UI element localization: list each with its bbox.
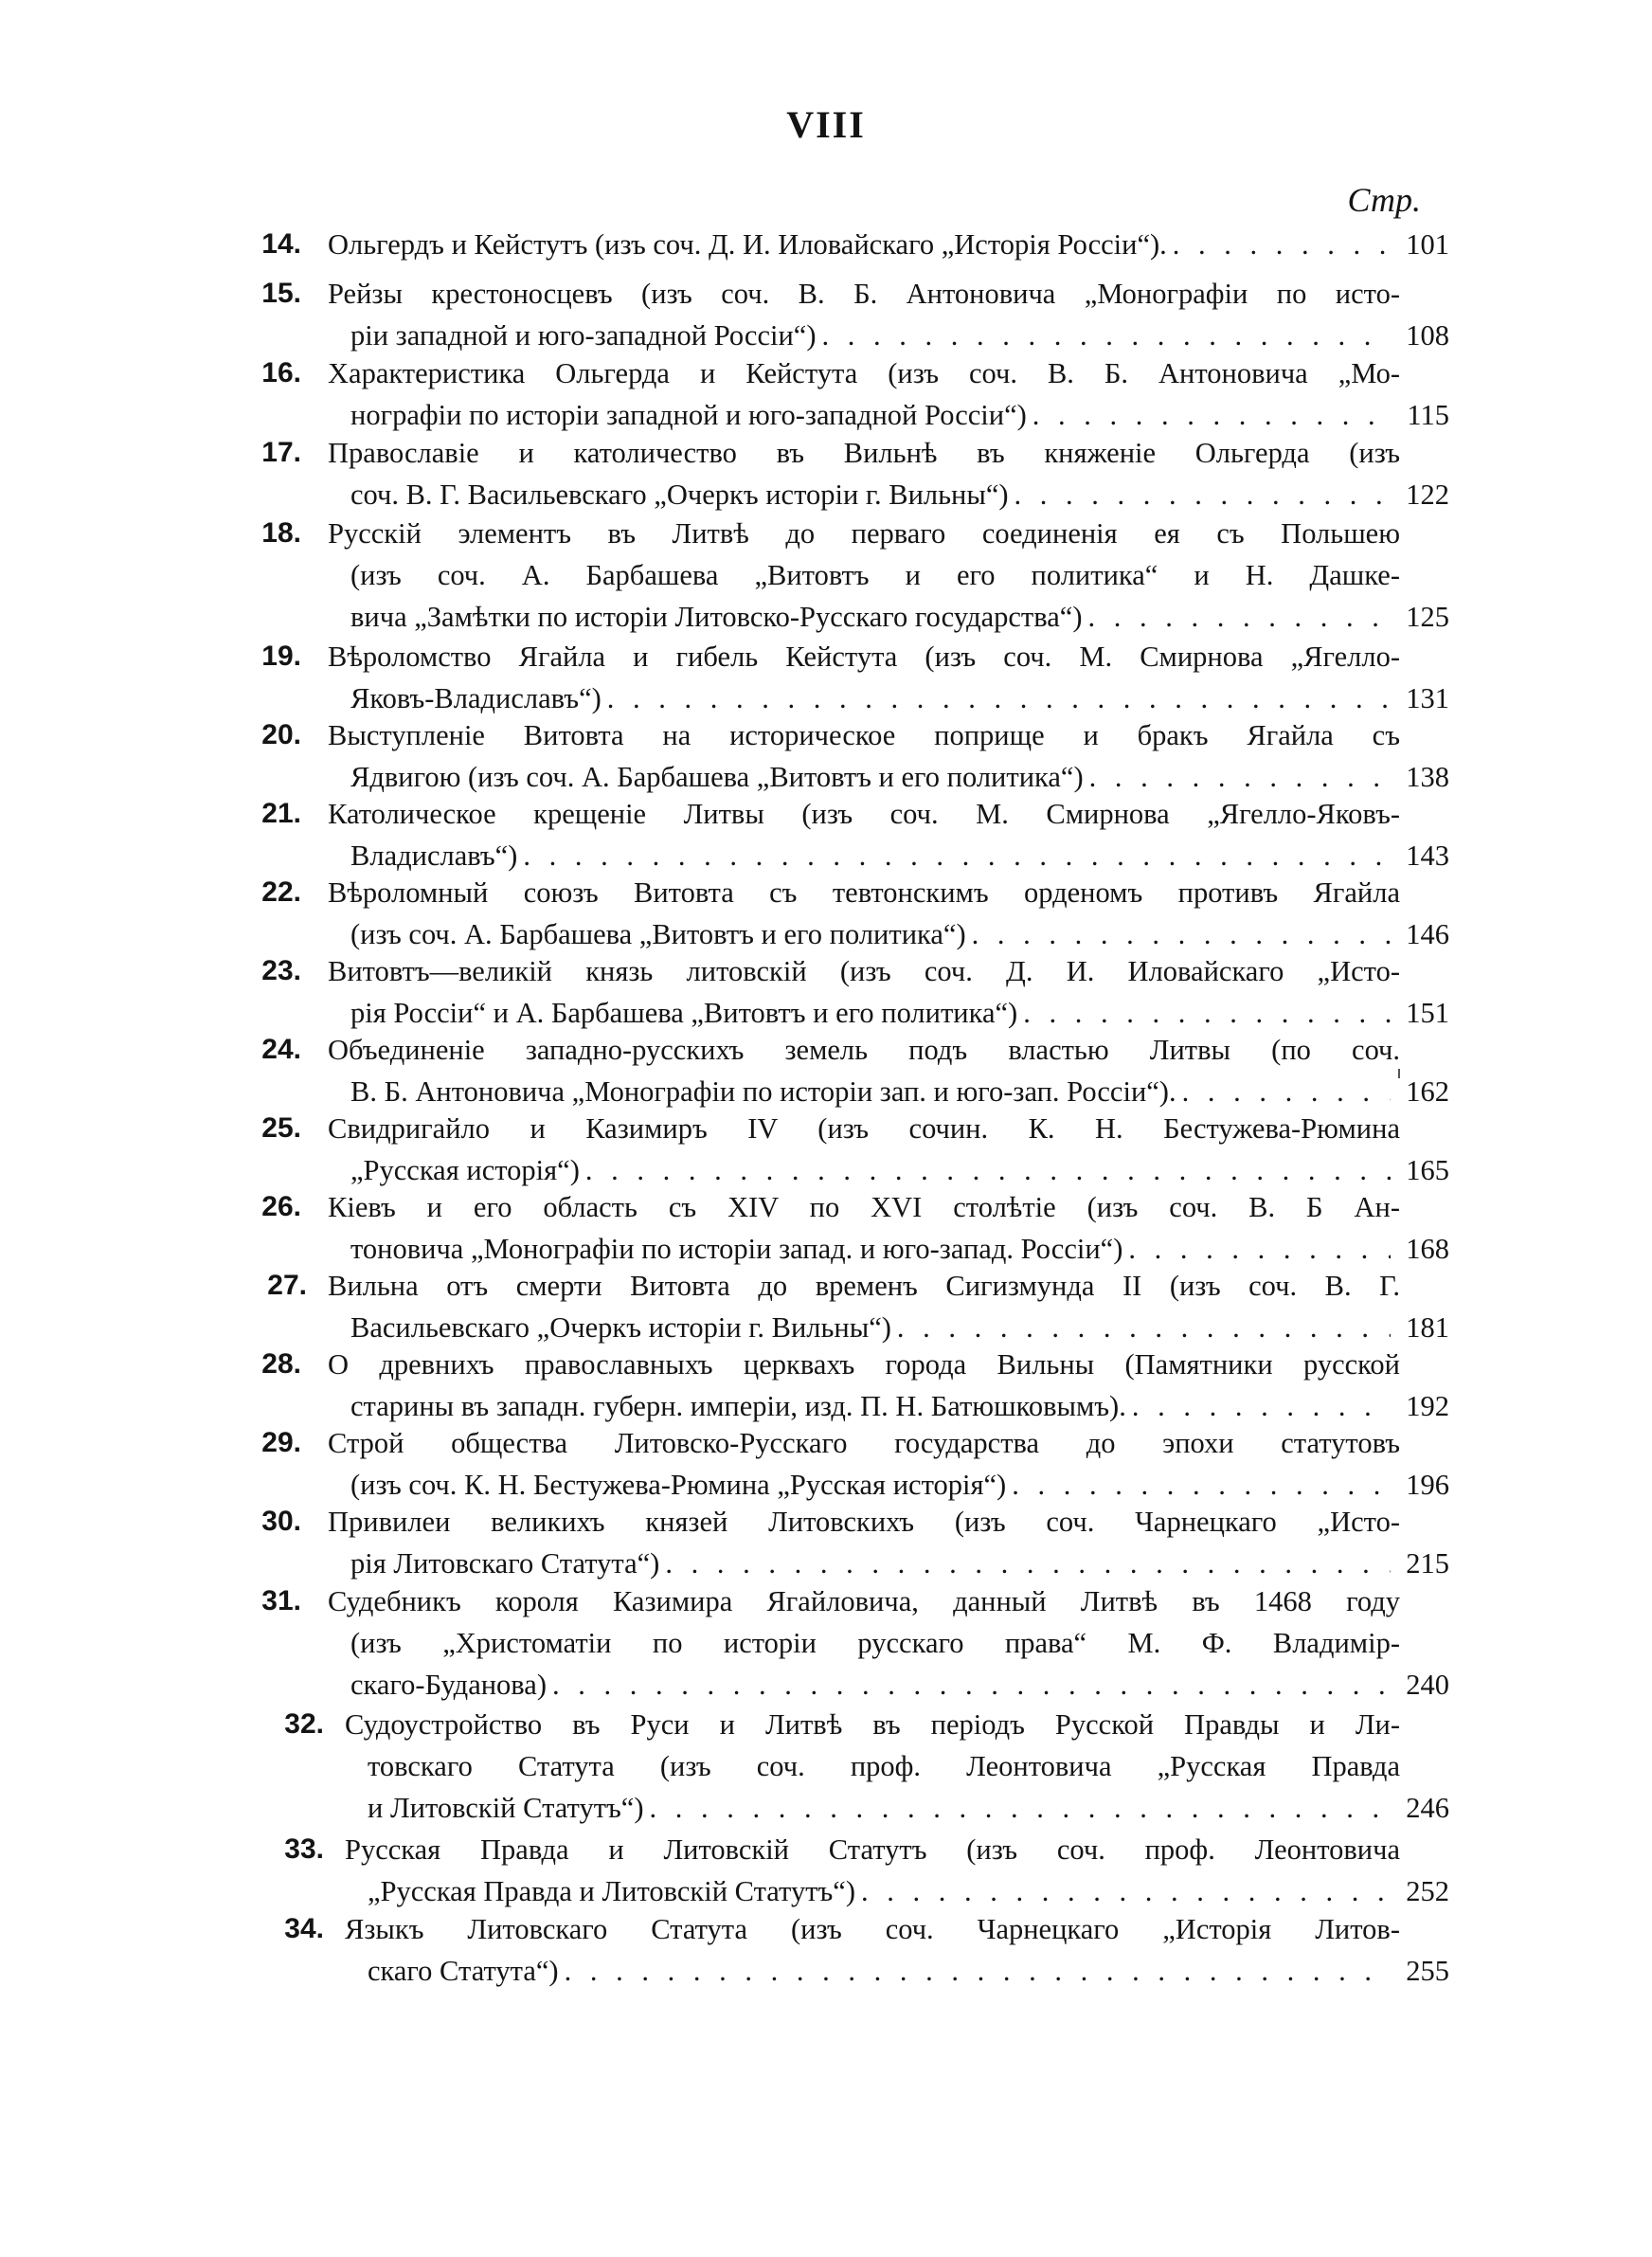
toc-entry-page-number: 252 [1406,1875,1449,1907]
toc-entry-last-line [350,1307,1449,1348]
dot-leader [1083,596,1392,638]
toc-entry-number: 20. [261,719,301,750]
toc-entry-title-end: вича „Замѣтки по исторіи Литовско-Русскаго государства“) [350,601,1083,633]
toc-entry-title-end: Яковъ-Владиславъ“) [350,682,602,714]
toc-entry-text-line: Русская Правда и Литовскій Статутъ (изъ соч. проф. Леонтовича [345,1833,1400,1866]
toc-entry-title-end: старины въ западн. губерн. имперіи, изд. П. Н. Батюшковымъ). [350,1390,1126,1422]
toc-entry-page-number: 196 [1406,1469,1449,1501]
toc-entry-last-line [350,677,1449,719]
toc-entry-text-line: Судоустройство въ Руси и Литвѣ въ періодъ Русской Правды и Ли- [345,1708,1400,1741]
dot-leader [547,1664,1391,1706]
toc-entry-number: 21. [261,798,301,829]
dot-leader [1009,474,1391,515]
toc-entry-title-end: скаго Статута“) [368,1955,559,1987]
toc-entry-page-number: 255 [1406,1955,1449,1987]
toc-entry-title-end: (изъ соч. К. Н. Бестужева-Рюмина „Русская исторія“) [350,1469,1007,1501]
toc-entry-number: 29. [261,1427,301,1458]
toc-entry-page-number: 143 [1406,840,1449,872]
toc-entry-last-line [350,1664,1449,1706]
toc-entry-last-line [350,474,1449,515]
toc-entry-text-line: Объединеніе западно-русскихъ земель подъ властью Литвы (по соч. [328,1034,1400,1066]
toc-entry-title-end: Васильевскаго „Очеркъ исторіи г. Вильны“) [350,1311,891,1344]
toc-entry-page-number: 168 [1406,1233,1449,1265]
toc-entry-last-line [350,315,1449,356]
toc-entry-text-line: Привилеи великихъ князей Литовскихъ (изъ соч. Чарнецкаго „Исто- [328,1506,1400,1538]
toc-entry-last-line [350,835,1449,876]
toc-entry-number: 28. [261,1348,301,1380]
toc-entry-title-end: скаго-Буданова) [350,1669,547,1701]
toc-entry-number: 27. [267,1270,307,1301]
toc-entry-page-number: 122 [1406,478,1449,511]
toc-entry-last-line [350,756,1449,798]
dot-leader [1006,1464,1391,1506]
toc-entry-text-line: Свидригайло и Казимиръ IV (изъ сочин. К. Н. Бестужева-Рюмина [328,1112,1400,1145]
toc-entry-last-line [350,1464,1449,1506]
dot-leader [602,677,1391,719]
toc-entry-page-number: 146 [1406,918,1449,950]
dot-leader [559,1950,1391,1992]
dot-leader [817,315,1392,356]
toc-entry-page-number: 131 [1406,682,1449,714]
toc-entry-text-line: Вѣроломство Ягайла и гибель Кейстута (изъ соч. М. Смирнова „Ягелло- [328,641,1400,673]
toc-entry-text-line: Судебникъ короля Казимира Ягайловича, данный Литвѣ въ 1468 году [328,1585,1400,1617]
toc-entry-last-line [350,394,1449,436]
dot-leader [1084,756,1391,798]
toc-entry-text-line: Вѣроломный союзъ Витовта съ тевтонскимъ орденомъ противъ Ягайла [328,876,1400,909]
toc-entry-text-line: Католическое крещеніе Литвы (изъ соч. М. Смирнова „Ягелло-Яковъ- [328,798,1400,830]
toc-entry-text-line: Строй общества Литовско-Русскаго государства до эпохи статутовъ [328,1427,1400,1459]
toc-entry-number: 19. [261,641,301,672]
margin-mark [1398,1069,1400,1078]
dot-leader [1017,992,1391,1034]
toc-entry-title-end: рія Россіи“ и А. Барбашева „Витовтъ и его политика“) [350,997,1018,1029]
toc-entry-page-number: 162 [1406,1075,1449,1108]
dot-leader [966,913,1391,955]
toc-entry-page-number: 215 [1406,1547,1449,1580]
toc-entry-page-number: 240 [1406,1669,1449,1701]
toc-entry-last-line [350,1149,1449,1191]
toc-entry-page-number: 138 [1406,761,1449,793]
toc-entry-title-end: „Русская Правда и Литовскій Статутъ“) [368,1875,856,1907]
dot-leader [517,835,1391,876]
dot-leader [1176,1071,1391,1112]
toc-entry-text-line: Характеристика Ольгерда и Кейстута (изъ соч. В. Б. Антоновича „Мо- [328,357,1400,389]
toc-entry-text-line: Вильна отъ смерти Витовта до временъ Сигизмунда II (изъ соч. В. Г. [328,1270,1400,1302]
toc-entry-title-end: (изъ соч. А. Барбашева „Витовтъ и его политика“) [350,918,966,950]
dot-leader [1027,394,1391,436]
toc-entry-title-end: В. Б. Антоновича „Монографіи по исторіи зап. и юго-зап. Россіи“). [350,1075,1176,1108]
toc-entry-page-number: 246 [1406,1792,1449,1824]
toc-entry-number: 16. [261,357,301,388]
toc-entry-number: 25. [261,1112,301,1144]
toc-entry-page-number: 108 [1406,319,1449,352]
dot-leader [855,1870,1391,1912]
toc-entry-page-number: 101 [1406,228,1449,261]
dot-leader [1167,224,1391,265]
toc-entry-text-line: Выступленіе Витовта на историческое поприще и бракъ Ягайла съ [328,719,1400,751]
toc-entry-page-number: 165 [1406,1154,1449,1186]
toc-entry-last-line [350,913,1449,955]
toc-entry-title-end: Ольгердъ и Кейстутъ (изъ соч. Д. И. Иловайскаго „Исторія Россіи“). [328,228,1167,261]
toc-entry-text-line: Языкъ Литовскаго Статута (изъ соч. Чарнецкаго „Исторія Литов- [345,1913,1400,1945]
toc-entry-number: 15. [261,278,301,309]
toc-entry-number: 23. [261,955,301,986]
toc-entry-last-line [328,224,1449,265]
toc-entry-number: 26. [261,1191,301,1222]
toc-entry-text-line: Православіе и католичество въ Вильнѣ въ княженіе Ольгерда (изъ [328,437,1400,469]
toc-entry-text-line: Рейзы крестоносцевъ (изъ соч. В. Б. Антоновича „Монографіи по исто- [328,278,1400,310]
toc-entry-number: 34. [284,1913,324,1944]
toc-entry-page-number: 125 [1406,601,1449,633]
dot-leader [1122,1228,1391,1270]
toc-entry-number: 24. [261,1034,301,1065]
toc-entry-number: 33. [284,1833,324,1865]
dot-leader [891,1307,1391,1348]
dot-leader [1126,1385,1391,1427]
toc-entry-number: 31. [261,1585,301,1616]
toc-entry-title-end: ріи западной и юго-западной Россіи“) [350,319,817,352]
toc-entry-text-line: товскаго Статута (изъ соч. проф. Леонтовича „Русская Правда [368,1750,1400,1782]
toc-entry-number: 30. [261,1506,301,1537]
toc-entry-last-line [350,992,1449,1034]
toc-entry-title-end: „Русская исторія“) [350,1154,580,1186]
toc-entry-text-line: (изъ „Христоматіи по исторіи русскаго права“ М. Ф. Владимір- [350,1627,1400,1659]
toc-entry-page-number: 192 [1406,1390,1449,1422]
toc-entry-number: 32. [284,1708,324,1740]
toc-entry-number: 18. [261,517,301,549]
toc-entry-text-line: (изъ соч. А. Барбашева „Витовтъ и его политика“ и Н. Дашке- [350,559,1400,591]
toc-entry-title-end: нографіи по исторіи западной и юго-западной Россіи“) [350,399,1027,431]
toc-entry-text-line: Витовтъ—великій князь литовскій (изъ соч. Д. И. Иловайскаго „Исто- [328,955,1400,987]
toc-entry-title-end: тоновича „Монографіи по исторіи запад. и юго-запад. Россіи“) [350,1233,1123,1265]
toc-entry-last-line [350,1543,1449,1584]
dot-leader [659,1543,1391,1584]
toc-entry-last-line [350,1385,1449,1427]
page-number: VIII [786,103,866,146]
toc-entry-number: 14. [261,228,301,260]
toc-entry-last-line [350,1228,1449,1270]
toc-entry-title-end: и Литовскій Статутъ“) [368,1792,644,1824]
toc-entry-last-line [350,596,1449,638]
column-header-page: Стр. [1347,181,1421,219]
toc-entry-page-number: 181 [1406,1311,1449,1344]
toc-entry-number: 22. [261,876,301,908]
toc-entry-number: 17. [261,437,301,468]
toc-entry-text-line: Русскій элементъ въ Литвѣ до перваго соединенія ея съ Польшею [328,517,1400,550]
toc-entry-title-end: Владиславъ“) [350,840,518,872]
toc-entry-text-line: О древнихъ православныхъ церквахъ города Вильны (Памятники русской [328,1348,1400,1381]
toc-entry-last-line [368,1787,1449,1829]
toc-entry-page-number: 115 [1407,399,1449,431]
toc-entry-text-line: Кіевъ и его область съ XIV по XVI столѣтіе (изъ соч. В. Б Ан- [328,1191,1400,1223]
toc-entry-last-line [368,1950,1449,1992]
toc-entry-title-end: соч. В. Г. Васильевскаго „Очеркъ исторіи г. Вильны“) [350,478,1009,511]
toc-entry-title-end: Ядвигою (изъ соч. А. Барбашева „Витовтъ и его политика“) [350,761,1084,793]
toc-entry-page-number: 151 [1406,997,1449,1029]
table-of-contents [0,224,1652,2119]
toc-entry-last-line [368,1870,1449,1912]
dot-leader [580,1149,1391,1191]
toc-entry-last-line [350,1071,1449,1112]
toc-entry-title-end: рія Литовскаго Статута“) [350,1547,660,1580]
dot-leader [644,1787,1392,1829]
